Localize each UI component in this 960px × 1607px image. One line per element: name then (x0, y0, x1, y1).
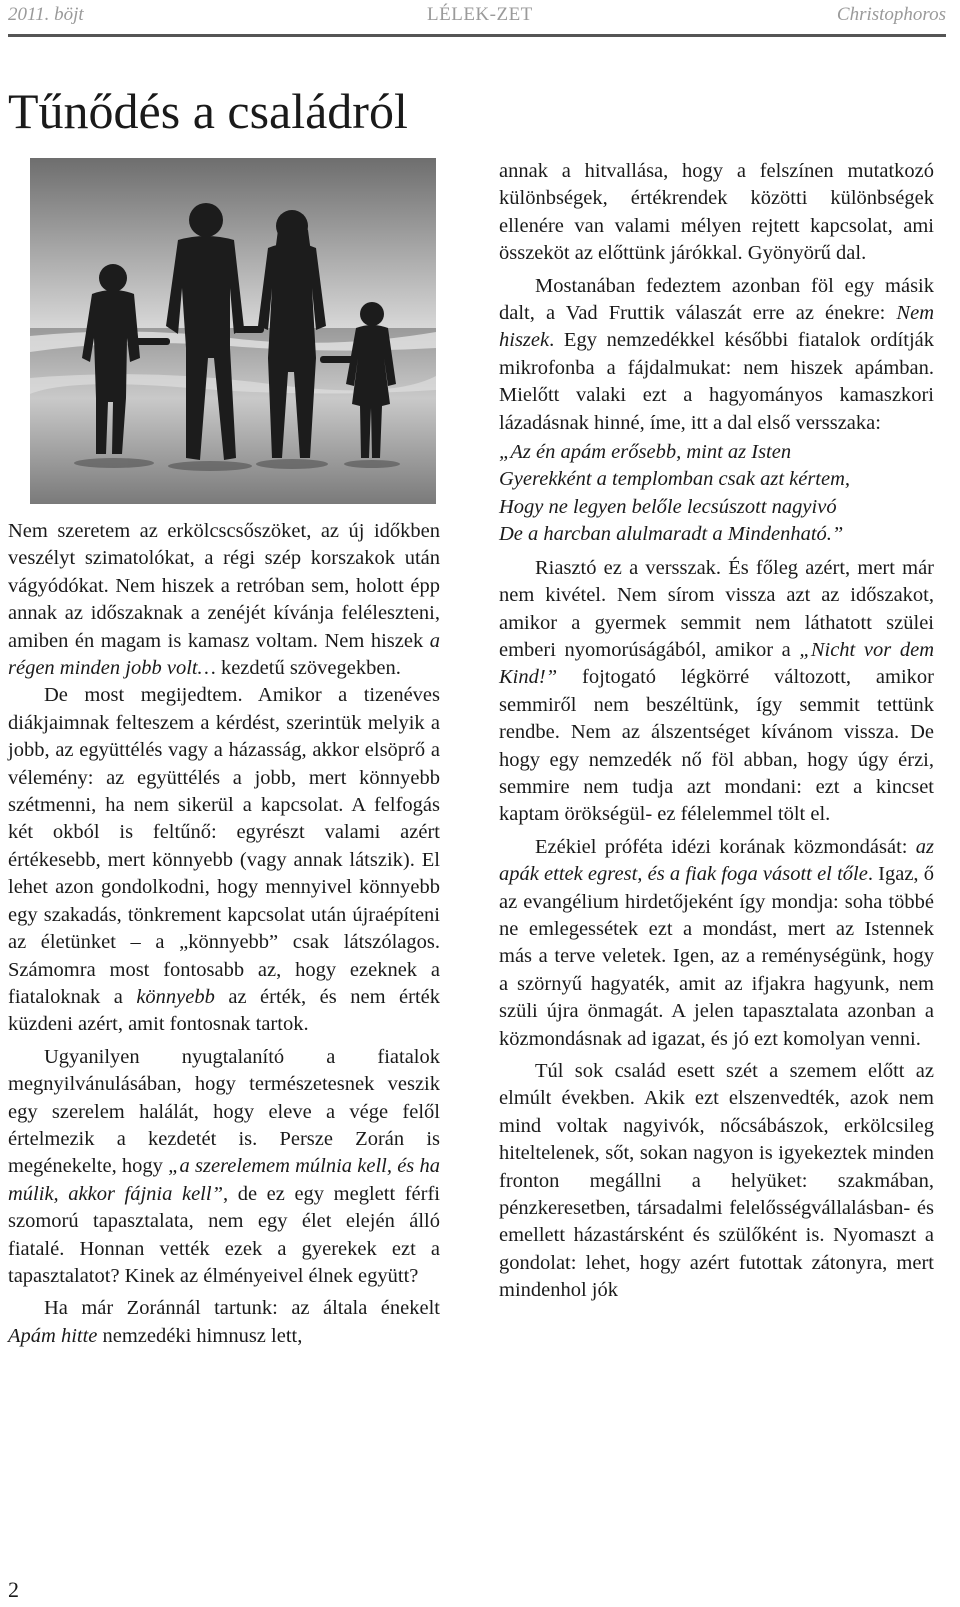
italic-word: könnyebb (136, 985, 215, 1008)
poem-line: Hogy ne legyen belőle lecsúszott nagyivó (499, 495, 837, 518)
left-column (8, 518, 440, 1350)
header-magazine-title: LÉLEK-ZET (427, 4, 533, 25)
song-title: Apám hitte (8, 1324, 98, 1347)
paragraph: annak a hitvallása, hogy a felszínen mutatkozó különbségek, értékrendek közötti különbségek ellenére van valami mélyen rejtett kapcsolat, ami összeköt az előttünk járókkal. Gyönyörű dal. (499, 160, 934, 265)
italic-quote: a régen minden jobb volt… (8, 629, 441, 680)
paragraph: De most megijedtem. Amikor a tizenéves diákjaimnak felteszem a kérdést, szerintük melyik a jobb, az együttélés vagy a házasság, akkor elsöprő a vélemény: az együttélés a jobb, mert könnyebb szétmenni, ha nem sikerül a kapcsolat. A felfogás két okból is feltűnő: egyrészt valami azért értékesebb, mert könnyebb (vagy annak látszik). El lehet azon gondolkodni, hogy mennyivel könnyebb egy szakadás, tönkrement kapcsolat után újraépíteni az életünket – a „könnyebb” csak látszólagos. Számomra most fontosabb az, hogy ezeknek a fiataloknak a könnyebb az érték, és nem érték küzdeni azért, amit fontosnak tartok. (8, 684, 440, 1036)
italic-quote: az apák ettek egrest, és a fiak foga vásott el tőle (499, 835, 935, 886)
family-beach-photo (30, 158, 436, 504)
paragraph: Nem szeretem az erkölcscsőszöket, az új időkben veszélyt szimatolókat, a régi szép korszakok után vágyódókat. Nem hiszek a retróban sem, holott épp annak az időszaknak a zenéjét kívánja feléleszteni, amiben én magam is kamasz voltam. Nem hiszek a régen minden jobb volt… kezdetű szövegekben. (8, 520, 441, 680)
paragraph: Riasztó ez a versszak. És főleg azért, mert már nem kivétel. Nem sírom vissza azt az időszakot, amikor a gyermek semmit nem láthatott szülei emberi nyomorúságából, amikor a „Nicht vor dem Kind!” fojtogató légkörré változott, amikor semmiről nem beszéltünk, így semmit tettünk rendbe. Nem az álszentséget kívánom vissza. De hogy egy nemzedék nő föl abban, hogy úgy érzi, semmire nem tudja azt mondani: ezt a kincset kaptam örökségül- ez félelemmel tölt el. (499, 556, 935, 826)
right-column (499, 158, 934, 1305)
page-number: 2 (8, 1577, 19, 1602)
italic-quote: „Nicht vor dem Kind!” (499, 638, 934, 689)
header-issue: 2011. böjt (8, 4, 84, 25)
paragraph: Túl sok család esett szét a szemem előtt az elmúlt években. Akik ezt elszenvedték, azok nem mind voltak nagyivók, nőcsábászok, erkölcsileg hiteltelenek, sőt, sokan nagyon is igyekeztek minden fronton megállni a helyüket: szakmában, pénzkeresetben, társadalmi felelősségvállalásban- és emellett házastársként és szülőként is. Nyomaszt a gondolat: lehet, hogy azért futottak zátonyra, mert mindenhol jók (499, 1060, 934, 1302)
song-title: Nem hiszek (499, 302, 934, 352)
header-publisher: Christophoros (836, 4, 946, 25)
poem-line: „Az én apám erősebb, mint az Isten (499, 441, 792, 464)
poem-stanza (499, 439, 934, 549)
header-divider (8, 34, 946, 37)
article-title: Tűnődés a családról (8, 83, 408, 139)
poem-line: De a harcban alulmaradt a Mindenható.” (499, 523, 844, 546)
paragraph: Ugyanilyen nyugtalanító a fiatalok megnyilvánulásában, hogy természetesnek veszik egy szerelem halálát, hogy eleve a vége felől értelmezik a kezdetét is. Persze Zorán is megénekelte, hogy „a szerelemem múlnia kell, és ha múlik, akkor fájnia kell”, de ez egy meglett férfi szomorú tapasztalata, nem egy élet elején álló fiatalé. Honnan vették ezek a gyerekek ezt a tapasztalatot? Kinek az élményeivel élnek együtt? (8, 1045, 441, 1287)
paragraph: Ha már Zoránnál tartunk: az általa énekelt Apám hitte nemzedéki himnusz lett, (8, 1297, 440, 1347)
paragraph: Ezékiel próféta idézi korának közmondását: az apák ettek egrest, és a fiak foga vásott el tőle. Igaz, ő az evangélium hirdetőjeként így mondja: soha többé ne emlegessétek ezt a mondást, mert az Istennek más a terve veletek. Igen, az a reménységünk, hogy a szörnyű hagyaték, amit az ifjakra hagyunk, nem szüli újra önmagát. A jelen tapasztalata azonban a közmondásnak ad igazat, és jó ezt komolyan venni. (499, 835, 935, 1050)
italic-quote: „a szerelemem múlnia kell, és ha múlik, akkor fájnia kell” (8, 1155, 440, 1205)
running-header (8, 0, 946, 36)
poem-line: Gyerekként a templomban csak azt kértem, (499, 468, 851, 491)
paragraph: Mostanában fedeztem azonban föl egy másik dalt, a Vad Fruttik válaszát erre az énekre: Nem hiszek. Egy nemzedékkel későbbi fiatalok ordítják mikrofonba a fájdalmukat: nem hiszek apámban. Mielőtt valaki ezt a hagyományos kamaszkori lázadásnak hinné, íme, itt a dal első versszaka: (499, 274, 934, 434)
